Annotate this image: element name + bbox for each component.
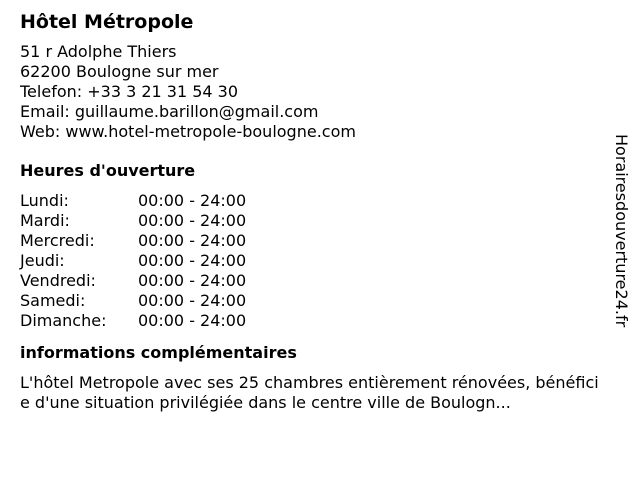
hours-row <box>20 251 246 271</box>
hours-row <box>20 191 246 211</box>
day-hours: 00:00 - 24:00 <box>138 311 247 330</box>
opening-hours-heading: Heures d'ouverture <box>20 161 196 180</box>
hours-row <box>20 271 246 291</box>
business-card <box>20 10 600 413</box>
city-address: 62200 Boulogne sur mer <box>20 62 219 81</box>
day-label: Jeudi: <box>20 251 65 270</box>
opening-hours-table <box>20 191 246 331</box>
day-hours: 00:00 - 24:00 <box>138 211 247 230</box>
day-hours: 00:00 - 24:00 <box>138 231 247 250</box>
website: Web: www.hotel-metropole-boulogne.com <box>20 122 356 141</box>
hours-row <box>20 211 246 231</box>
day-label: Mardi: <box>20 211 70 230</box>
phone-number: Telefon: +33 3 21 31 54 30 <box>20 82 239 101</box>
day-label: Lundi: <box>20 191 69 210</box>
day-hours: 00:00 - 24:00 <box>138 291 247 310</box>
additional-info-text: L'hôtel Metropole avec ses 25 chambres entièrement rénovées, bénéficie d'une situation privilégiée dans le centre ville de Boulogn... <box>20 373 599 412</box>
hours-row <box>20 231 246 251</box>
day-label: Samedi: <box>20 291 86 310</box>
day-label: Mercredi: <box>20 231 95 250</box>
hours-row <box>20 291 246 311</box>
day-label: Vendredi: <box>20 271 96 290</box>
address-block <box>20 42 600 142</box>
additional-info-heading: informations complémentaires <box>20 343 297 362</box>
email-address: Email: guillaume.barillon@gmail.com <box>20 102 319 121</box>
day-hours: 00:00 - 24:00 <box>138 271 247 290</box>
site-watermark: Horairesdouverture24.fr <box>612 134 631 328</box>
day-label: Dimanche: <box>20 311 107 330</box>
day-hours: 00:00 - 24:00 <box>138 251 247 270</box>
day-hours: 00:00 - 24:00 <box>138 191 247 210</box>
hours-row <box>20 311 246 331</box>
street-address: 51 r Adolphe Thiers <box>20 42 177 61</box>
business-name: Hôtel Métropole <box>20 11 194 33</box>
